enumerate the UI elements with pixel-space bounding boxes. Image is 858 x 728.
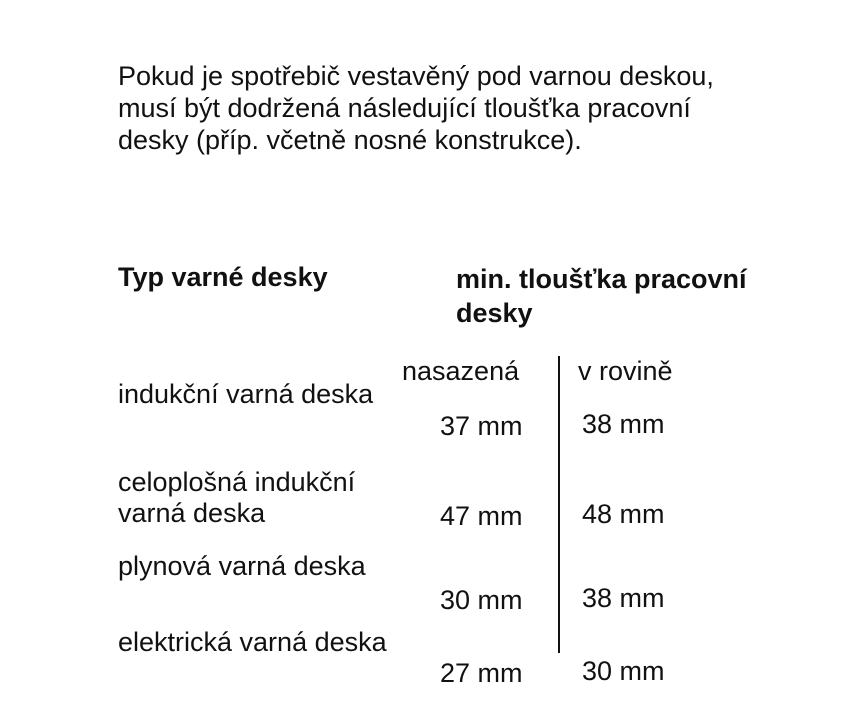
row-value-mounted-electric: 27 mm	[440, 658, 523, 688]
header-hob-type: Typ varné desky	[118, 262, 328, 292]
row-value-flush-electric: 30 mm	[582, 656, 665, 686]
row-value-flush-gas: 38 mm	[582, 583, 665, 613]
row-name-electric: elektrická varná deska	[118, 627, 387, 657]
intro-paragraph: Pokud je spotřebič vestavěný pod varnou deskou, musí být dodržená následující tloušťka pracovní desky (příp. včetně nosné konstrukce).	[118, 61, 714, 155]
column-divider	[558, 356, 560, 653]
row-name-gas: plynová varná deska	[118, 551, 366, 581]
row-value-mounted-induction: 37 mm	[440, 411, 523, 441]
row-value-mounted-full-induction: 47 mm	[440, 501, 523, 531]
subheader-mounted: nasazená	[402, 356, 520, 386]
row-value-flush-induction: 38 mm	[582, 409, 665, 439]
row-value-flush-full-induction: 48 mm	[582, 499, 665, 529]
subheader-flush: v rovině	[578, 356, 673, 386]
header-min-thickness: min. tloušťka pracovní desky	[456, 264, 747, 328]
row-name-full-induction: celoplošná indukční varná deska	[118, 467, 356, 528]
row-name-induction: indukční varná deska	[118, 379, 374, 409]
row-value-mounted-gas: 30 mm	[440, 585, 523, 615]
